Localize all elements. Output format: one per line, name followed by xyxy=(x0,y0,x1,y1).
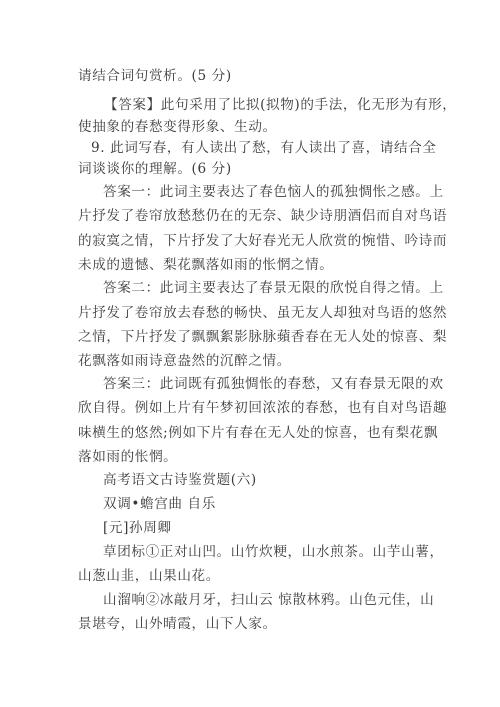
text-line: 的寂寞之情，下片抒发了大好春光无人欣赏的惋惜、吟诗而 xyxy=(78,233,448,249)
answer-line: 答案二：此词主要表达了春景无限的欣悦自得之情。上 xyxy=(103,280,444,296)
text-line: 请结合词句赏析。(5 分) xyxy=(78,68,232,84)
answer-line: 答案三：此词既有孤独惆怅的春愁，又有春景无限的欢 xyxy=(103,376,444,392)
text-line: 片抒发了卷帘放愁愁仍在的无奈、缺少诗朋酒侣而自对鸟语 xyxy=(78,208,448,224)
poem-line: 山溜响②冰敲月牙，扫山云 惊散林鸦。山色元佳，山 xyxy=(103,592,435,608)
text-line: 未成的遗憾、梨花飘落如雨的怅惘之情。 xyxy=(78,257,334,273)
text-line: 味横生的悠然;例如下片有春在无人处的惊喜，也有梨花飘 xyxy=(78,425,439,441)
poem-author: [元]孙周卿 xyxy=(103,520,172,536)
text-line: 片抒发了卷帘放去春愁的畅快、虽无友人却独对鸟语的悠然 xyxy=(78,305,448,321)
text-line: 使抽象的春愁变得形象、生动。 xyxy=(78,119,277,135)
poem-line: 草团标①正对山凹。山竹炊粳，山水煎茶。山芋山薯， xyxy=(103,544,444,560)
poem-line: 山葱山韭，山果山花。 xyxy=(78,568,220,584)
text-line: 花飘落如雨诗意盎然的沉醉之情。 xyxy=(78,353,291,369)
question-line: 9. 此词写春，有人读出了愁，有人读出了喜，请结合全 xyxy=(91,140,437,156)
poem-line: 景堪夸，山外晴霞，山下人家。 xyxy=(78,616,277,632)
text-line: 之情，下片抒发了飘飘絮影脉脉蘋香春在无人处的惊喜、梨 xyxy=(78,329,448,345)
poem-title: 双调•蟾宫曲 自乐 xyxy=(103,496,216,512)
text-line: 词谈谈你的理解。(6 分) xyxy=(78,161,232,177)
section-title: 高考语文古诗鉴赏题(六) xyxy=(103,472,257,488)
answer-line: 【答案】此句采用了比拟(拟物)的手法，化无形为有形， xyxy=(104,97,457,113)
text-line: 落如雨的怅惘。 xyxy=(78,449,178,465)
text-line: 欣自得。例如上片有午梦初回浓浓的春愁，也有自对鸟语趣 xyxy=(78,400,448,416)
answer-line: 答案一：此词主要表达了春色恼人的孤独惆怅之感。上 xyxy=(103,184,444,200)
